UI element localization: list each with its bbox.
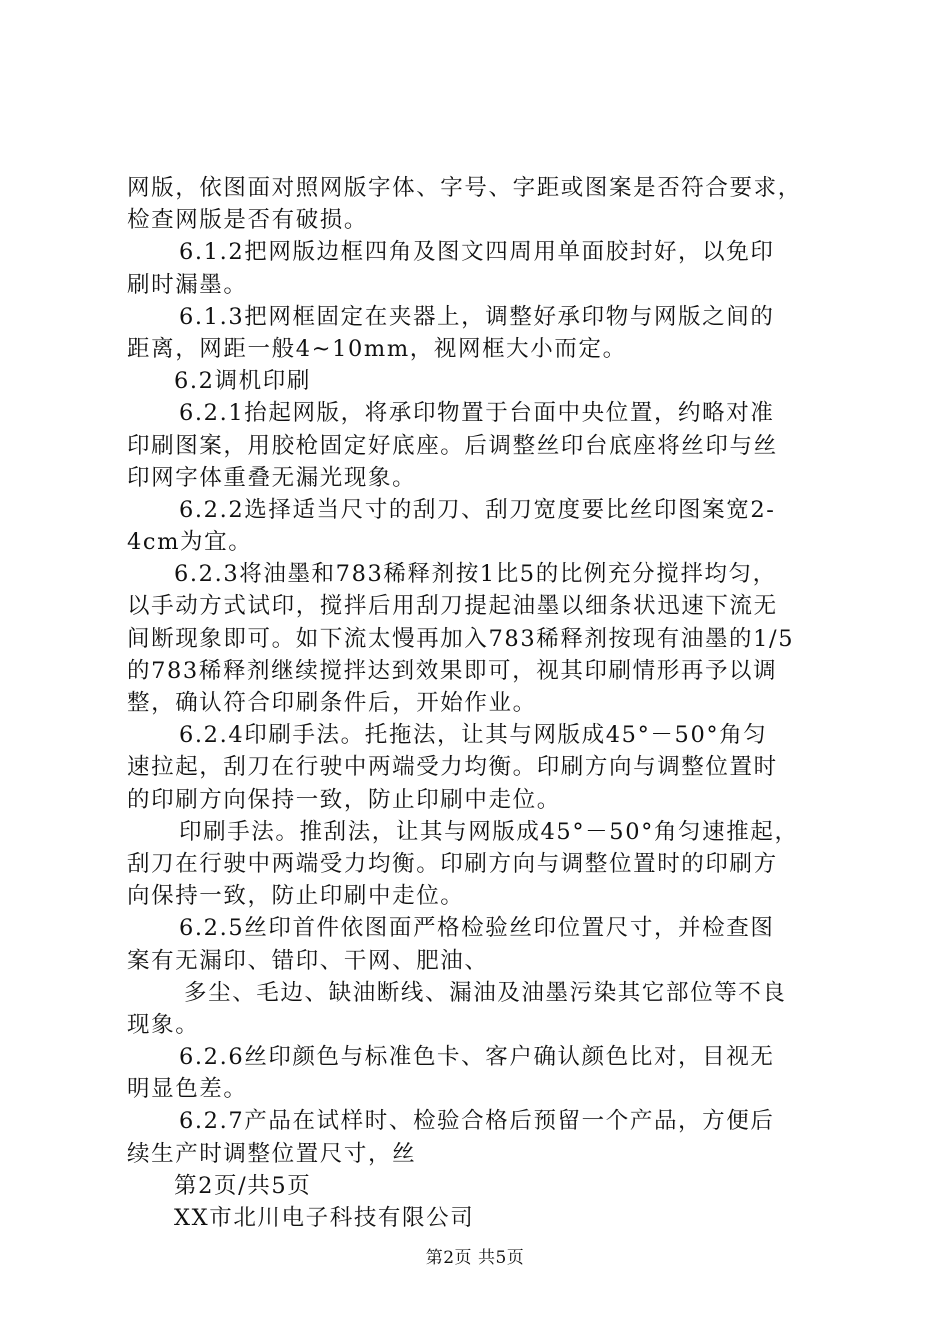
text-line: 6.2.2选择适当尺寸的刮刀、刮刀宽度要比丝印图案宽2-	[179, 496, 776, 523]
text-line: 6.2.5丝印首件依图面严格检验丝印位置尺寸，并检查图	[179, 915, 775, 942]
text-line: 第2页/共5页	[174, 1172, 312, 1199]
text-line: 刷时漏墨。	[127, 271, 248, 298]
text-line: 检查网版是否有破损。	[127, 207, 369, 234]
text-line: 6.2.1抬起网版，将承印物置于台面中央位置，约略对准	[179, 400, 775, 427]
text-line: 案有无漏印、错印、干网、肥油、	[127, 947, 489, 974]
text-line: 6.2调机印刷	[174, 368, 311, 395]
text-line: 6.2.3将油墨和783稀释剂按1比5的比例充分搅拌均匀，	[174, 561, 777, 588]
text-line: 6.2.7产品在试样时、检验合格后预留一个产品，方便后	[179, 1108, 775, 1135]
text-line: 整，确认符合印刷条件后，开始作业。	[127, 690, 537, 716]
text-line: 印刷手法。推刮法，让其与网版成45°－50°角匀速推起，	[179, 818, 799, 845]
text-line: 印网字体重叠无漏光现象。	[127, 464, 417, 491]
text-line: 6.1.2把网版边框四角及图文四周用单面胶封好，以免印	[179, 239, 775, 266]
text-line: 6.1.3把网框固定在夹器上，调整好承印物与网版之间的	[179, 303, 775, 330]
document-body	[127, 172, 837, 1234]
text-line: XX市北川电子科技有限公司	[174, 1205, 475, 1231]
text-line: 距离，网距一般4~10mm，视网框大小而定。	[127, 335, 627, 362]
text-line: 4cm为宜。	[127, 529, 253, 556]
text-line: 明显色差。	[127, 1076, 248, 1103]
text-line: 续生产时调整位置尺寸，丝	[127, 1140, 417, 1167]
page-footer: 第2页 共5页	[425, 1248, 525, 1268]
text-line: 的印刷方向保持一致，防止印刷中走位。	[127, 786, 561, 813]
text-line: 印刷图案，用胶枪固定好底座。后调整丝印台底座将丝印与丝	[127, 432, 778, 459]
text-line: 多尘、毛边、缺油断线、漏油及油墨污染其它部位等不良	[184, 979, 787, 1006]
text-line: 现象。	[127, 1011, 200, 1038]
text-line: 以手动方式试印，搅拌后用刮刀提起油墨以细条状迅速下流无	[127, 593, 778, 620]
text-line: 速拉起，刮刀在行驶中两端受力均衡。印刷方向与调整位置时	[127, 754, 778, 781]
text-line: 刮刀在行驶中两端受力均衡。印刷方向与调整位置时的印刷方	[127, 850, 778, 877]
text-line: 网版，依图面对照网版字体、字号、字距或图案是否符合要求，	[127, 175, 802, 201]
text-line: 向保持一致，防止印刷中走位。	[127, 883, 465, 910]
text-line: 6.2.4印刷手法。托拖法，让其与网版成45°－50°角匀	[179, 722, 768, 749]
text-line: 间断现象即可。如下流太慢再加入783稀释剂按现有油墨的1/5	[127, 625, 795, 652]
text-line: 的783稀释剂继续搅拌达到效果即可，视其印刷情形再予以调	[127, 657, 778, 684]
text-line: 6.2.6丝印颜色与标准色卡、客户确认颜色比对，目视无	[179, 1044, 775, 1071]
